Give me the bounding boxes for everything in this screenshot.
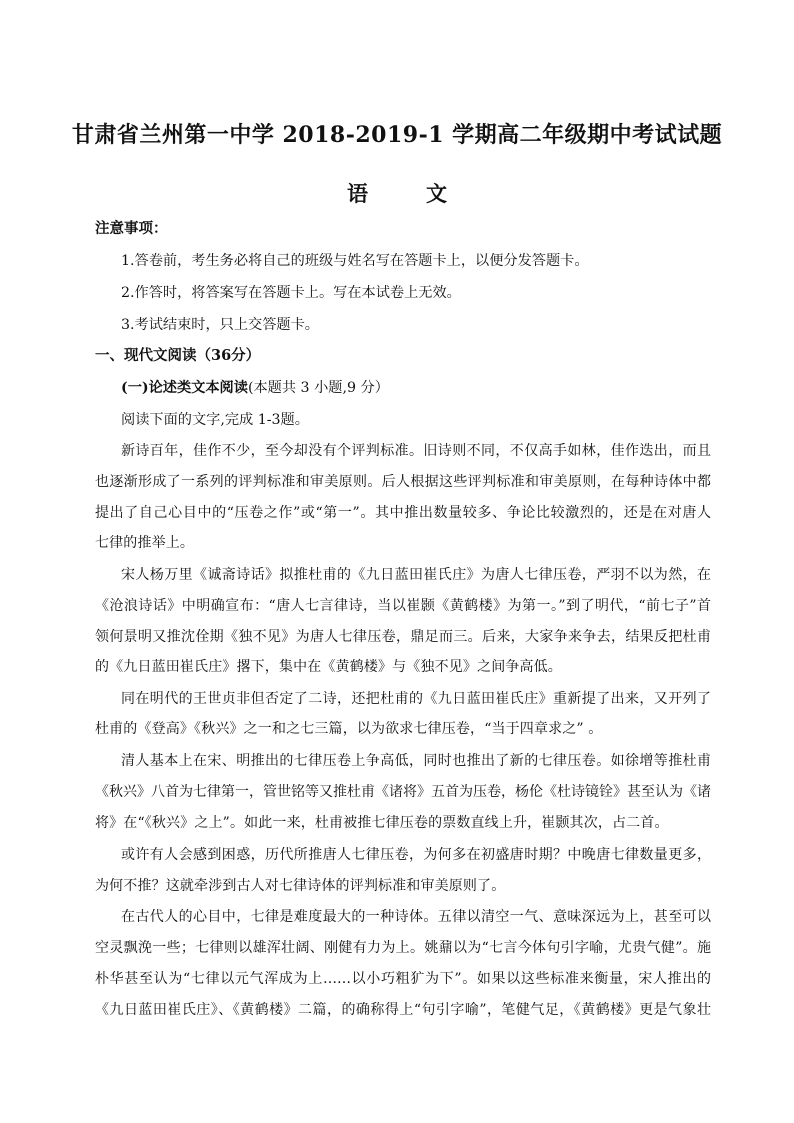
- subsection-heading: [121, 378, 389, 398]
- subsection-title: (一)论述类文本阅读: [121, 380, 248, 396]
- text-line: 的《九日蓝田崔氏庄》撂下，集中在《黄鹤楼》与《独不见》之间争高低。: [95, 659, 562, 675]
- text-line: 将》在“《秋兴》之上”。如此一来，杜甫被推七律压卷的票数直线上升，崔颢其次，占二首。: [95, 815, 669, 831]
- text-line: 新诗百年，佳作不少，至今却没有个评判标准。旧诗则不同，不仅高手如林，佳作迭出，而且: [121, 443, 711, 459]
- text-line: 空灵飘浼一些；七律则以雄浑壮阔、刚健有力为上。姚鼐以为“七言今体句引字喻，尤贵气健”。施: [95, 940, 711, 956]
- text-line: 在古代人的心目中，七律是难度最大的一种诗体。五律以清空一气、意味深远为上，甚至可以: [121, 909, 711, 925]
- text-line: 提出了自己心目中的“压卷之作”或“第一”。其中推出数量较多、争论比较激烈的，还是在对唐人: [95, 505, 711, 521]
- text-line: 七律的推举上。: [95, 535, 195, 551]
- text-line: 《九日蓝田崔氏庄》、《黄鹤楼》二篇，的确称得上“句引字喻”，笔健气足，《黄鹤楼》更是气象壮: [95, 1002, 711, 1018]
- exam-title: 甘肃省兰州第一中学 2018-2019-1 学期高二年级期中考试试题: [71, 122, 723, 148]
- subject-char-1: 语: [347, 181, 368, 206]
- note-item: 1.答卷前，考生务必将自己的班级与姓名写在答题卡上，以便分发答题卡。: [121, 253, 589, 269]
- subsection-note: (本题共 3 小题,9 分）: [247, 380, 389, 396]
- text-line: 领何景明又推沈佺期《独不见》为唐人七律压卷，鼎足而三。后来，大家争来争去，结果反把杜甫: [95, 629, 711, 645]
- section-heading: 一、现代文阅读（36分）: [95, 347, 261, 364]
- instruction: 阅读下面的文字,完成 1-3题。: [121, 412, 309, 428]
- note-item: 3.考试结束时，只上交答题卡。: [121, 317, 319, 333]
- text-line: 为何不推？这就牵涉到古人对七律诗体的评判标准和审美原则了。: [95, 878, 506, 894]
- text-line: 也逐渐形成了一系列的评判标准和审美原则。后人根据这些评判标准和审美原则，在每种诗体中都: [95, 474, 711, 490]
- text-line: 或许有人会感到困惑，历代所推唐人七律压卷，为何多在初盛唐时期？中晚唐七律数量更多，: [121, 847, 711, 863]
- subject-title: [0, 178, 794, 208]
- subject-char-2: 文: [426, 181, 447, 206]
- text-line: 杜甫的《登高》《秋兴》之一和之七三篇，以为欲求七律压卷，“当于四章求之” 。: [95, 721, 603, 737]
- text-line: 清人基本上在宋、明推出的七律压卷上争高低，同时也推出了新的七律压卷。如徐增等推杜甫: [121, 753, 711, 769]
- text-line: 朴华甚至认为“七律以元气浑成为上……以小巧粗犷为下”。如果以这些标准来衡量，宋人推出的: [95, 971, 711, 987]
- text-line: 宋人杨万里《诚斋诗话》拟推杜甫的《九日蓝田崔氏庄》为唐人七律压卷，严羽不以为然，在: [121, 567, 711, 583]
- text-line: 同在明代的王世贞非但否定了二诗，还把杜甫的《九日蓝田崔氏庄》重新提了出来，又开列了: [121, 691, 711, 707]
- text-line: 《沧浪诗话》中明确宣布：“唐人七言律诗，当以崔颢《黄鹤楼》为第一。”到了明代，“前七子”首: [95, 598, 711, 614]
- text-line: 《秋兴》八首为七律第一，管世铭等又推杜甫《诸将》五首为压卷，杨伦《杜诗镜铨》甚至认为《诸: [95, 784, 711, 800]
- notes-heading: 注意事项：: [95, 220, 168, 237]
- note-item: 2.作答时，将答案写在答题卡上。写在本试卷上无效。: [121, 285, 461, 301]
